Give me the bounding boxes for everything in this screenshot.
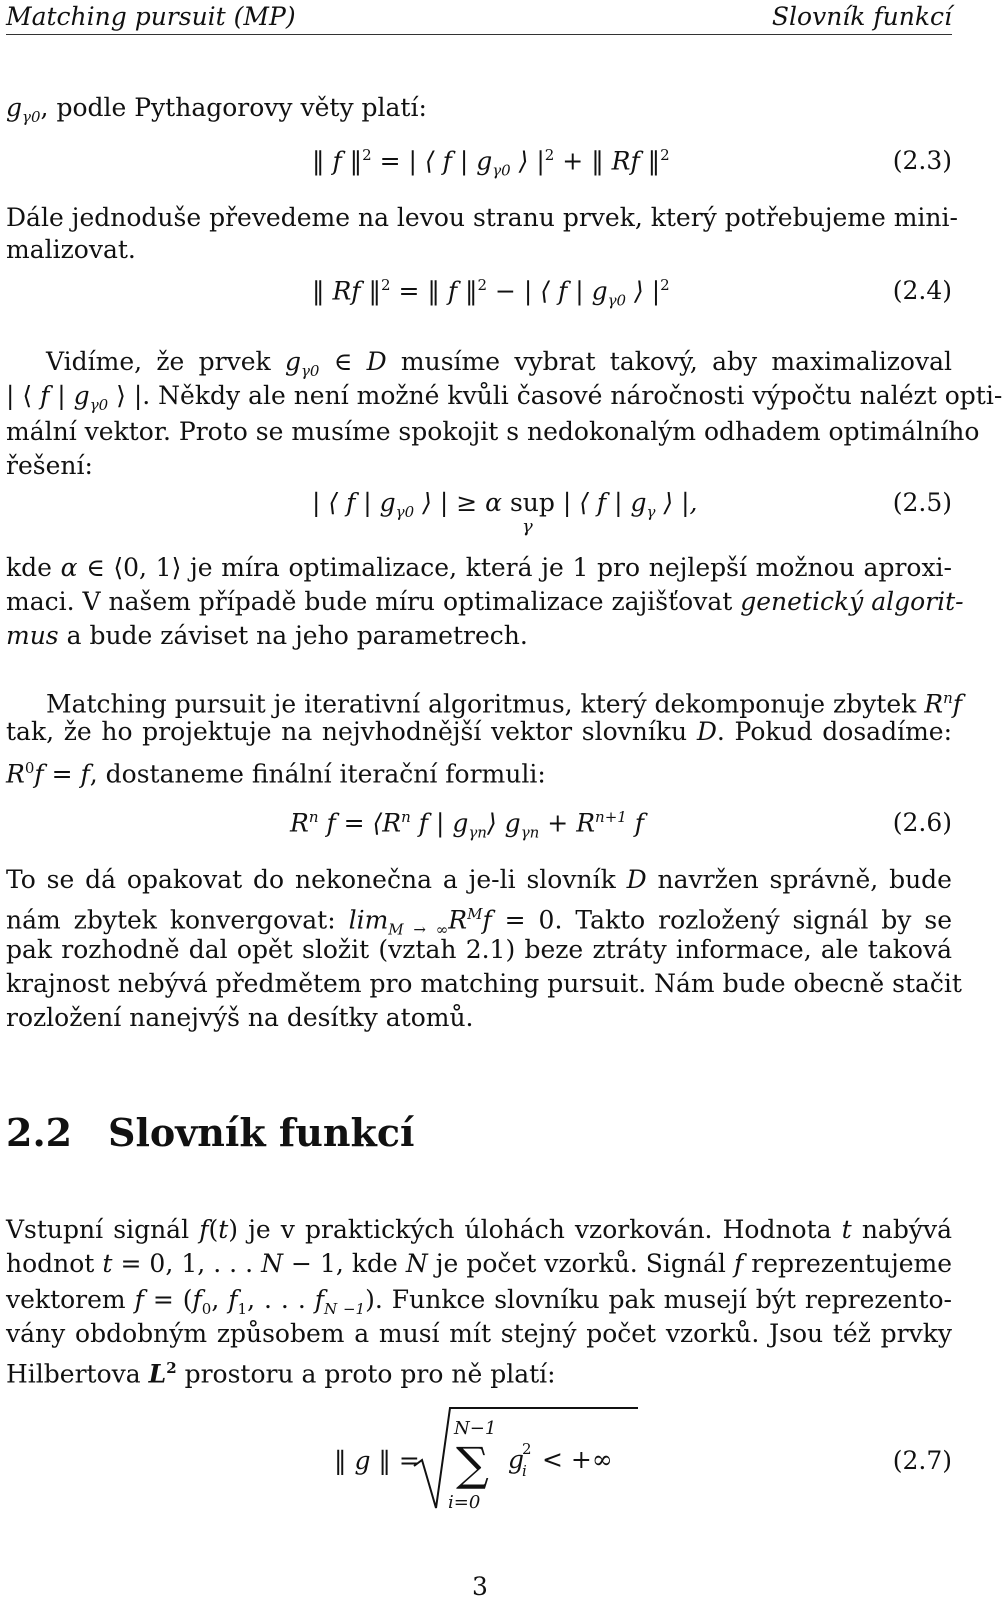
equation-2-4: ‖ Rf ‖$^2$ = ‖ f ‖$^2$ − | ⟨ f | $g_{\gamma 0}$ ⟩ $|^2$ xyxy=(312,276,670,310)
equation-number: (2.3) xyxy=(892,146,952,175)
paragraph-line: $R^0f = f$, dostaneme finální iterační formuli: xyxy=(6,759,546,789)
svg-text:∑: ∑ xyxy=(456,1437,489,1491)
paragraph-line: Vidíme, že prvek $g_{\gamma 0}$ ∈ D musíme vybrat takový, aby maximalizoval xyxy=(46,347,952,380)
equation-2-6: $R^n$ $f = ⟨R^n$ f | $g_{\gamma n}⟩$ $g_{\gamma n} + R^{n+1}$ f xyxy=(290,808,645,842)
svg-text:i=0: i=0 xyxy=(448,1492,481,1513)
paragraph-line: $g_{\gamma 0}$, podle Pythagorovy věty platí: xyxy=(6,93,427,126)
paragraph-line: | ⟨ f | $g_{\gamma 0}$ ⟩ |. Někdy ale není možné kvůli časové náročnosti výpočtu nalézt opti- xyxy=(6,381,1002,414)
equation-2-3: ‖ f ‖$^2$ = | ⟨ f | $g_{\gamma 0}$ ⟩ $|^2$ + ‖ Rf ‖$^2$ xyxy=(312,146,670,180)
svg-text:N−1: N−1 xyxy=(454,1418,497,1439)
paragraph-line: maci. V našem případě bude míru optimalizace zajišťovat genetický algorit- xyxy=(6,587,964,616)
paragraph-line: kde α ∈ ⟨0, 1⟩ je míra optimalizace, která je 1 pro nejlepší možnou aproxi- xyxy=(6,553,952,582)
header-rule xyxy=(6,34,952,35)
paragraph-line: rozložení nanejvýš na desítky atomů. xyxy=(6,1003,474,1032)
equation-2-7: ‖ g ‖ = xyxy=(334,1446,420,1475)
section-heading xyxy=(6,1110,414,1155)
running-header-left: Matching pursuit (MP) xyxy=(6,2,296,31)
paragraph-line: hodnot t = 0, 1, . . . N − 1, kde N je počet vzorků. Signál f reprezentujeme xyxy=(6,1249,953,1278)
paragraph-line: malizovat. xyxy=(6,235,136,264)
paragraph-line: vány obdobným způsobem a musí mít stejný počet vzorků. Jsou též prvky xyxy=(6,1319,952,1348)
sqrt-sum-expression xyxy=(412,1404,642,1514)
svg-text:2: 2 xyxy=(522,1440,532,1458)
equation-number: (2.6) xyxy=(892,808,952,837)
paragraph-line: Dále jednoduše převedeme na levou stranu prvek, který potřebujeme mini- xyxy=(6,203,958,232)
equation-number: (2.7) xyxy=(892,1446,952,1475)
section-number: 2.2 xyxy=(6,1110,73,1155)
equation-2-5: | ⟨ f | $g_{\gamma 0}$ ⟩ | ≥ α sup γ | ⟨ f | $g_\gamma$ ⟩ |, xyxy=(312,488,698,537)
paragraph-line: mální vektor. Proto se musíme spokojit s nedokonalým odhadem optimálního xyxy=(6,417,980,446)
paragraph-line: Vstupní signál f(t) je v praktických úlohách vzorkován. Hodnota t nabývá xyxy=(6,1215,952,1244)
section-title: Slovník funkcí xyxy=(108,1110,415,1155)
paragraph-line: krajnost nebývá předmětem pro matching pursuit. Nám bude obecně stačit xyxy=(6,969,962,998)
paragraph-line: Hilbertova $L^2$ prostoru a proto pro ně platí: xyxy=(6,1359,556,1389)
paragraph-line: mus a bude záviset na jeho parametrech. xyxy=(6,621,528,650)
svg-text:g: g xyxy=(508,1445,525,1474)
running-header-right: Slovník funkcí xyxy=(771,2,952,31)
svg-text:< +∞: < +∞ xyxy=(542,1445,613,1474)
paragraph-line: řešení: xyxy=(6,451,93,480)
svg-text:i: i xyxy=(522,1462,527,1480)
equation-number: (2.4) xyxy=(892,276,952,305)
page-number: 3 xyxy=(472,1572,488,1601)
paragraph-line: vektorem $f = (f_0$, $f_1$, . . . $f_{N -1}$). Funkce slovníku pak musejí být reprezento- xyxy=(6,1285,952,1318)
paragraph-line: tak, že ho projektuje na nejvhodnější vektor slovníku D. Pokud dosadíme: xyxy=(6,717,953,746)
equation-number: (2.5) xyxy=(892,488,952,517)
paragraph-line: pak rozhodně dal opět složit (vztah 2.1) beze ztráty informace, ale taková xyxy=(6,935,952,964)
paragraph-line: To se dá opakovat do nekonečna a je-li slovník D navržen správně, bude xyxy=(6,865,952,894)
paragraph-line: nám zbytek konvergovat: $\lim_{M \to \infty}R^Mf = 0$. Takto rozložený signál by se xyxy=(6,905,953,939)
paragraph-line: Matching pursuit je iterativní algoritmus, který dekomponuje zbytek $R^nf$ xyxy=(46,689,963,719)
